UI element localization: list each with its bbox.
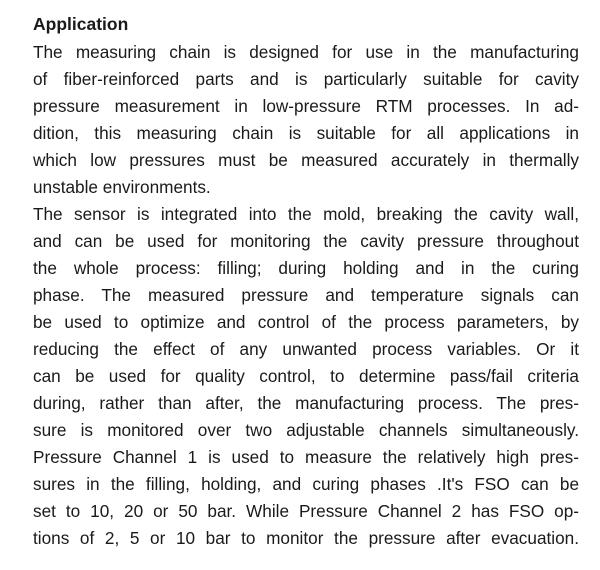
text-line: sures in the filling, holding, and curing phases .It's FSO can be <box>33 474 579 494</box>
text-line: Pressure Channel 1 is used to measure the relatively high pres- <box>33 447 579 467</box>
text-line: be used to optimize and control of the process parameters, by <box>33 312 579 332</box>
text-line: of fiber-reinforced parts and is particularly suitable for cavity <box>33 69 579 89</box>
section-heading: Application <box>33 14 129 34</box>
text-line: can be used for quality control, to determine pass/fail criteria <box>33 366 579 386</box>
text-line: sure is monitored over two adjustable channels simultaneously. <box>33 420 579 440</box>
text-line: reducing the effect of any unwanted process variables. Or it <box>33 339 579 359</box>
text-line: which low pressures must be measured accurately in thermally <box>33 150 579 170</box>
text-line: phase. The measured pressure and temperature signals can <box>33 285 579 305</box>
text-line: unstable environments. <box>33 177 211 197</box>
text-line: and can be used for monitoring the cavity pressure throughout <box>33 231 579 251</box>
text-line: The sensor is integrated into the mold, breaking the cavity wall, <box>33 204 579 224</box>
text-line: pressure measurement in low-pressure RTM processes. In ad- <box>33 96 579 116</box>
text-line: dition, this measuring chain is suitable for all applications in <box>33 123 579 143</box>
text-line: The measuring chain is designed for use in the manufacturing <box>33 42 579 62</box>
text-line: tions of 2, 5 or 10 bar to monitor the pressure after evacuation. <box>33 528 579 548</box>
text-line: the whole process: filling; during holding and in the curing <box>33 258 579 278</box>
text-line: during, rather than after, the manufacturing process. The pres- <box>33 393 579 413</box>
text-line: set to 10, 20 or 50 bar. While Pressure Channel 2 has FSO op- <box>33 501 579 521</box>
